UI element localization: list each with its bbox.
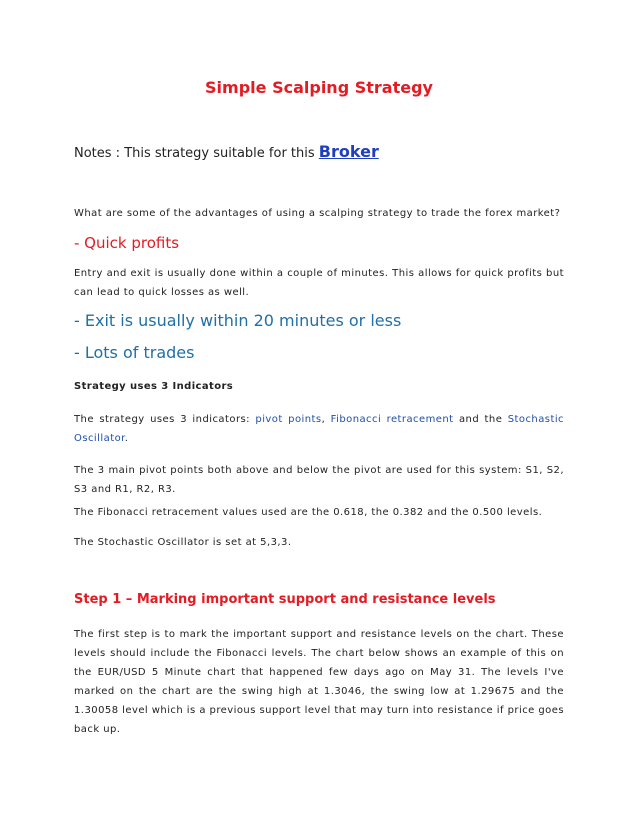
heading-indicators: Strategy uses 3 Indicators: [74, 381, 234, 392]
heading-lots-of-trades: - Lots of trades: [74, 343, 195, 362]
fibonacci-text: The Fibonacci retracement values used are the 0.618, the 0.382 and the 0.500 levels.: [74, 507, 543, 518]
indicators-sep1: ,: [321, 414, 331, 425]
indicators-prefix: The strategy uses 3 indicators:: [74, 414, 256, 425]
stochastic-text: The Stochastic Oscillator is set at 5,3,3.: [74, 537, 292, 548]
fibonacci-link[interactable]: Fibonacci retracement: [330, 414, 454, 425]
notes-text: Notes : This strategy suitable for this: [74, 146, 319, 161]
intro-question: What are some of the advantages of using a scalping strategy to trade the forex market?: [74, 208, 561, 219]
indicators-suffix: .: [124, 433, 129, 444]
pivot-points-link[interactable]: pivot points: [255, 414, 322, 425]
heading-exit-time: - Exit is usually within 20 minutes or less: [74, 311, 402, 330]
heading-quick-profits: - Quick profits: [74, 234, 180, 252]
pivot-points-text: The 3 main pivot points both above and below the pivot are used for this system: S1, S2, S3 and R1, R2, R3.: [74, 465, 564, 495]
notes-line: [74, 142, 379, 161]
heading-step1: Step 1 – Marking important support and resistance levels: [74, 592, 496, 607]
stochastic-link[interactable]: Stochastic Oscillator: [74, 414, 564, 444]
step1-text: The first step is to mark the important support and resistance levels on the chart. These levels should include the Fibonacci levels. The chart below shows an example of this on the EUR/USD 5 Minute chart that happened few days ago on May 31. The levels I've marked on the chart are the swing high at 1.3046, the swing low at 1.29675 and the 1.30058 level which is a previous support level that may turn into resistance if price goes back up.: [74, 629, 565, 735]
page-title: Simple Scalping Strategy: [205, 78, 433, 97]
quick-profits-text: Entry and exit is usually done within a couple of minutes. This allows for quick profits but can lead to quick losses as well.: [74, 268, 564, 298]
indicators-sep2: and the: [453, 414, 508, 425]
broker-link[interactable]: Broker: [318, 142, 379, 161]
indicators-text: [74, 410, 564, 448]
